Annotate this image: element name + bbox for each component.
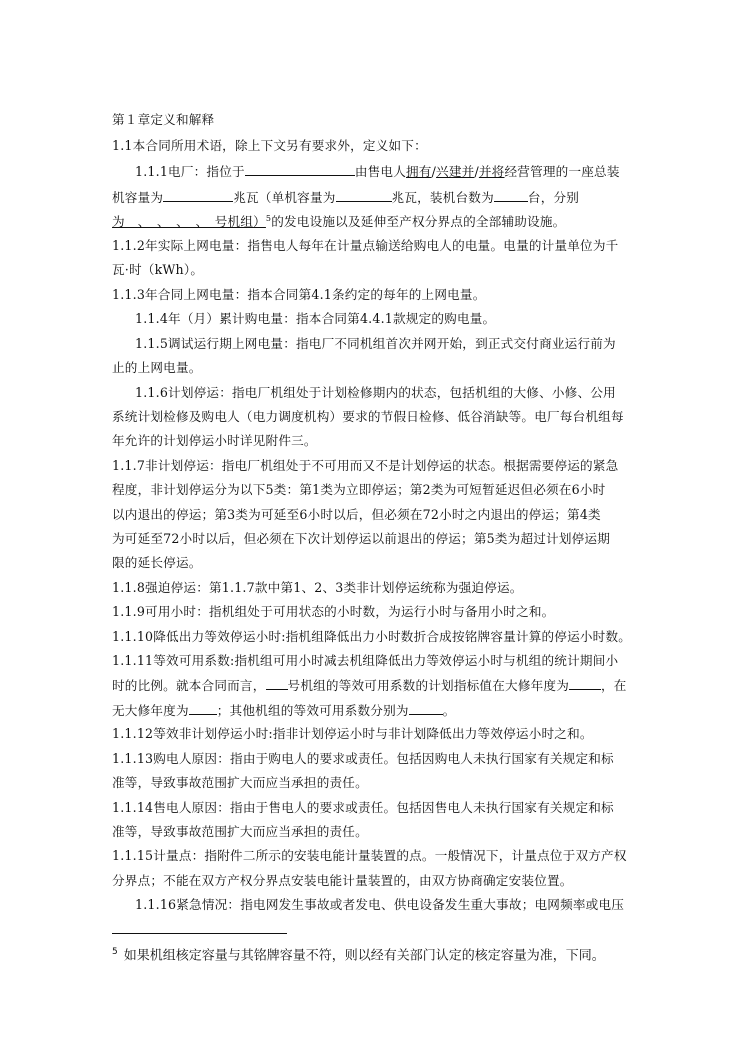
text-line: 1.1.10降低出力等效停运小时:指机组降低出力小时数折合成按铭牌容量计算的停运小时数。 — [112, 629, 632, 644]
footnote-ref: 5 — [265, 214, 272, 223]
text-line: 程度，非计划停运分为以下5类：第1类为立即停运；第2类为可短暂延迟但必须在6小时 — [112, 482, 606, 497]
text-line: 1.1.13购电人原因：指由于购电人的要求或责任。包括因购电人未执行国家有关规定和标 — [112, 751, 614, 766]
text-line: 1.1.15计量点：指附件二所示的安装电能计量装置的点。一般情况下，计量点位于双方产权 — [112, 848, 627, 863]
blank-field — [245, 163, 355, 176]
text-line: 为 、 、 、 、 号机组）$^5$的发电设施以及延伸至产权分界点的全部辅助设施。 — [112, 214, 566, 229]
text-line: 瓦·时（kWh）。 — [112, 262, 204, 277]
text-line: 无大修年度为 ；其他机组的等效可用系数分别为 。 — [112, 703, 456, 718]
text-line: 1.1本合同所用术语，除上下文另有要求外，定义如下： — [112, 138, 427, 153]
blank-field — [266, 677, 288, 690]
text-line: 1.1.12等效非计划停运小时:指非计划停运小时与非计划降低出力等效停运小时之和。 — [112, 726, 593, 741]
blank-field — [569, 677, 601, 690]
text-line: 止的上网电量。 — [112, 360, 202, 375]
blank-field — [163, 189, 233, 202]
chapter-title: 第１章定义和解释 — [112, 112, 215, 127]
text-line: 准等，导致事故范围扩大而应当承担的责任。 — [112, 775, 368, 790]
text-line: 1.1.1电厂：指位于 由售电人拥有/兴建并/并将经营管理的一座总装 — [135, 164, 620, 179]
text-line: 1.1.7非计划停运：指电厂机组处于不可用而又不是计划停运的状态。根据需要停运的紧急 — [112, 458, 619, 473]
text-line: 1.1.8强迫停运：第1.1.7款中第1、2、3类非计划停运统称为强迫停运。 — [112, 580, 523, 595]
text-line: 1.1.16紧急情况：指电网发生事故或者发电、供电设备发生重大事故；电网频率或电压 — [135, 897, 625, 912]
blank-field — [336, 189, 392, 202]
text-line: 1.1.14售电人原因：指由于售电人的要求或责任。包括因售电人未执行国家有关规定和标 — [112, 800, 614, 815]
text-line: 1.1.11等效可用系数:指机组可用小时减去机组降低出力等效停运小时与机组的统计期间小 — [112, 653, 619, 668]
text-line: 时的比例。就本合同而言， 号机组的等效可用系数的计划指标值在大修年度为 ，在 — [112, 678, 627, 693]
text-line: 为可延至72小时以后，但必须在下次计划停运以前退出的停运；第5类为超过计划停运期 — [112, 531, 611, 546]
text-line: 1.1.3年合同上网电量：指本合同第4.1条约定的每年的上网电量。 — [112, 287, 486, 302]
text-line: 准等，导致事故范围扩大而应当承担的责任。 — [112, 824, 368, 839]
text-line: 系统计划检修及购电人（电力调度机构）要求的节假日检修、低谷消缺等。电厂每台机组每 — [112, 409, 624, 424]
text-line: 机容量为 兆瓦（单机容量为 兆瓦，装机台数为 台，分别 — [112, 190, 580, 205]
text-line: 1.1.4年（月）累计购电量：指本合同第4.4.1款规定的购电量。 — [135, 311, 496, 326]
footnote-number: 5 — [112, 947, 118, 957]
text-line: 以内退出的停运；第3类为可延至6小时以后，但必须在72小时之内退出的停运；第4类 — [112, 507, 601, 522]
blank-field — [189, 702, 217, 715]
text-line: 1.1.9可用小时：指机组处于可用状态的小时数，为运行小时与备用小时之和。 — [112, 604, 555, 619]
text-line: 年允许的计划停运小时详见附件三。 — [112, 433, 317, 448]
text-line: 分界点；不能在双方产权分界点安装电能计量装置的，由双方协商确定安装位置。 — [112, 873, 573, 888]
text-line: 1.1.5调试运行期上网电量：指电厂不同机组首次并网开始，到正式交付商业运行前为 — [135, 336, 616, 351]
text-line: 1.1.6计划停运：指电厂机组处于计划检修期内的状态，包括机组的大修、小修、公用 — [135, 385, 616, 400]
blank-field — [409, 702, 443, 715]
footnote — [112, 943, 605, 965]
text-line: 1.1.2年实际上网电量：指售电人每年在计量点输送给购电人的电量。电量的计量单位为千 — [112, 238, 619, 253]
footnote-text: 如果机组核定容量与其铭牌容量不符，则以经有关部门认定的核定容量为准，下同。 — [123, 948, 605, 964]
footnote-divider — [112, 933, 287, 934]
text-line: 限的延长停运。 — [112, 555, 202, 570]
blank-field — [494, 189, 528, 202]
